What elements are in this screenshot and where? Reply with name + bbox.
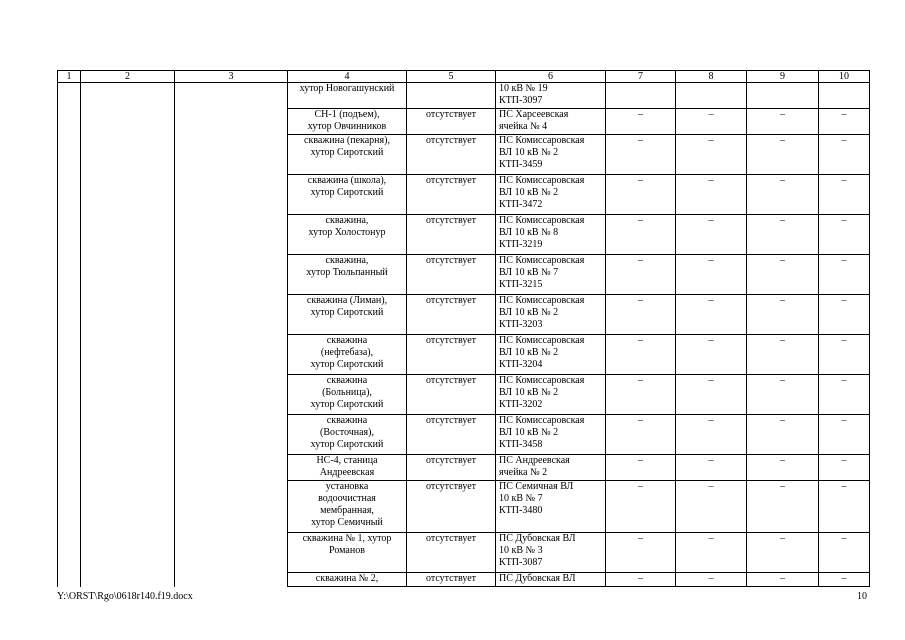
cell-c7: – — [606, 481, 676, 533]
cell-c10: – — [819, 573, 870, 587]
cell-c10: – — [819, 533, 870, 573]
cell-c6: ПС Комиссаровская ВЛ 10 кВ № 8 КТП-3219 — [496, 215, 606, 255]
column-number-9: 9 — [747, 71, 819, 83]
cell-c10 — [819, 83, 870, 109]
merged-cell-col1 — [58, 83, 81, 587]
cell-c9: – — [747, 255, 819, 295]
cell-c10: – — [819, 335, 870, 375]
cell-c4: скважина (пекарня), хутор Сиротский — [288, 135, 407, 175]
cell-c5: отсутствует — [407, 481, 496, 533]
cell-c8: – — [676, 481, 747, 533]
cell-c10: – — [819, 455, 870, 481]
cell-c4: скважина, хутор Холостонур — [288, 215, 407, 255]
cell-c10: – — [819, 175, 870, 215]
cell-c10: – — [819, 109, 870, 135]
cell-c6: ПС Комиссаровская ВЛ 10 кВ № 7 КТП-3215 — [496, 255, 606, 295]
column-number-4: 4 — [288, 71, 407, 83]
cell-c5: отсутствует — [407, 215, 496, 255]
cell-c7: – — [606, 135, 676, 175]
cell-c6: ПС Андреевская ячейка № 2 — [496, 455, 606, 481]
cell-c6: ПС Комиссаровская ВЛ 10 кВ № 2 КТП-3202 — [496, 375, 606, 415]
table-header-row — [58, 71, 870, 83]
cell-c9: – — [747, 175, 819, 215]
cell-c9: – — [747, 375, 819, 415]
cell-c5 — [407, 83, 496, 109]
cell-c8: – — [676, 255, 747, 295]
merged-cell-col2 — [81, 83, 175, 587]
cell-c5: отсутствует — [407, 295, 496, 335]
cell-c9: – — [747, 135, 819, 175]
cell-c10: – — [819, 481, 870, 533]
cell-c5: отсутствует — [407, 135, 496, 175]
cell-c9: – — [747, 533, 819, 573]
cell-c5: отсутствует — [407, 175, 496, 215]
footer-page-number: 10 — [857, 591, 867, 602]
cell-c10: – — [819, 415, 870, 455]
cell-c5: отсутствует — [407, 375, 496, 415]
cell-c7 — [606, 83, 676, 109]
cell-c4: скважина (Лиман), хутор Сиротский — [288, 295, 407, 335]
cell-c7: – — [606, 215, 676, 255]
cell-c5: отсутствует — [407, 573, 496, 587]
cell-c4: скважина (школа), хутор Сиротский — [288, 175, 407, 215]
cell-c8: – — [676, 415, 747, 455]
cell-c9: – — [747, 109, 819, 135]
cell-c4: НС-4, станица Андреевская — [288, 455, 407, 481]
cell-c7: – — [606, 533, 676, 573]
cell-c9: – — [747, 415, 819, 455]
cell-c7: – — [606, 175, 676, 215]
cell-c7: – — [606, 415, 676, 455]
cell-c4: СН-1 (подъем), хутор Овчинников — [288, 109, 407, 135]
cell-c8: – — [676, 533, 747, 573]
column-number-10: 10 — [819, 71, 870, 83]
cell-c10: – — [819, 135, 870, 175]
cell-c7: – — [606, 455, 676, 481]
cell-c8 — [676, 83, 747, 109]
cell-c7: – — [606, 335, 676, 375]
cell-c4: скважина № 2, — [288, 573, 407, 587]
cell-c9: – — [747, 573, 819, 587]
cell-c5: отсутствует — [407, 533, 496, 573]
cell-c6: 10 кВ № 19 КТП-3097 — [496, 83, 606, 109]
cell-c6: ПС Комиссаровская ВЛ 10 кВ № 2 КТП-3458 — [496, 415, 606, 455]
document-table — [57, 70, 870, 587]
cell-c6: ПС Харсеевская ячейка № 4 — [496, 109, 606, 135]
cell-c4: скважина (Больница), хутор Сиротский — [288, 375, 407, 415]
column-number-2: 2 — [81, 71, 175, 83]
cell-c6: ПС Дубовская ВЛ 10 кВ № 3 КТП-3087 — [496, 533, 606, 573]
column-number-5: 5 — [407, 71, 496, 83]
cell-c7: – — [606, 375, 676, 415]
cell-c9 — [747, 83, 819, 109]
cell-c5: отсутствует — [407, 415, 496, 455]
cell-c4: скважина, хутор Тюльпанный — [288, 255, 407, 295]
cell-c5: отсутствует — [407, 109, 496, 135]
cell-c9: – — [747, 455, 819, 481]
cell-c5: отсутствует — [407, 335, 496, 375]
cell-c7: – — [606, 295, 676, 335]
cell-c7: – — [606, 109, 676, 135]
column-number-3: 3 — [175, 71, 288, 83]
cell-c6: ПС Комиссаровская ВЛ 10 кВ № 2 КТП-3204 — [496, 335, 606, 375]
cell-c8: – — [676, 335, 747, 375]
cell-c8: – — [676, 295, 747, 335]
cell-c10: – — [819, 255, 870, 295]
cell-c9: – — [747, 215, 819, 255]
cell-c8: – — [676, 573, 747, 587]
cell-c8: – — [676, 109, 747, 135]
cell-c6: ПС Комиссаровская ВЛ 10 кВ № 2 КТП-3203 — [496, 295, 606, 335]
column-number-7: 7 — [606, 71, 676, 83]
cell-c4: скважина № 1, хутор Романов — [288, 533, 407, 573]
cell-c7: – — [606, 573, 676, 587]
table-row — [58, 83, 870, 109]
cell-c6: ПС Комиссаровская ВЛ 10 кВ № 2 КТП-3459 — [496, 135, 606, 175]
cell-c8: – — [676, 455, 747, 481]
cell-c4: хутор Новогашунский — [288, 83, 407, 109]
cell-c10: – — [819, 375, 870, 415]
column-number-6: 6 — [496, 71, 606, 83]
cell-c10: – — [819, 215, 870, 255]
cell-c9: – — [747, 335, 819, 375]
cell-c8: – — [676, 175, 747, 215]
cell-c8: – — [676, 215, 747, 255]
cell-c8: – — [676, 375, 747, 415]
cell-c4: установка водоочистная мембранная, хутор Семичный — [288, 481, 407, 533]
cell-c7: – — [606, 255, 676, 295]
cell-c8: – — [676, 135, 747, 175]
cell-c10: – — [819, 295, 870, 335]
cell-c6: ПС Комиссаровская ВЛ 10 кВ № 2 КТП-3472 — [496, 175, 606, 215]
cell-c6: ПС Семичная ВЛ 10 кВ № 7 КТП-3480 — [496, 481, 606, 533]
footer-file-path: Y:\ORST\Rgo\0618r140.f19.docx — [57, 591, 193, 602]
cell-c6: ПС Дубовская ВЛ — [496, 573, 606, 587]
cell-c9: – — [747, 481, 819, 533]
column-number-8: 8 — [676, 71, 747, 83]
merged-cell-col3 — [175, 83, 288, 587]
cell-c5: отсутствует — [407, 255, 496, 295]
cell-c4: скважина (Восточная), хутор Сиротский — [288, 415, 407, 455]
cell-c5: отсутствует — [407, 455, 496, 481]
cell-c4: скважина (нефтебаза), хутор Сиротский — [288, 335, 407, 375]
cell-c9: – — [747, 295, 819, 335]
column-number-1: 1 — [58, 71, 81, 83]
